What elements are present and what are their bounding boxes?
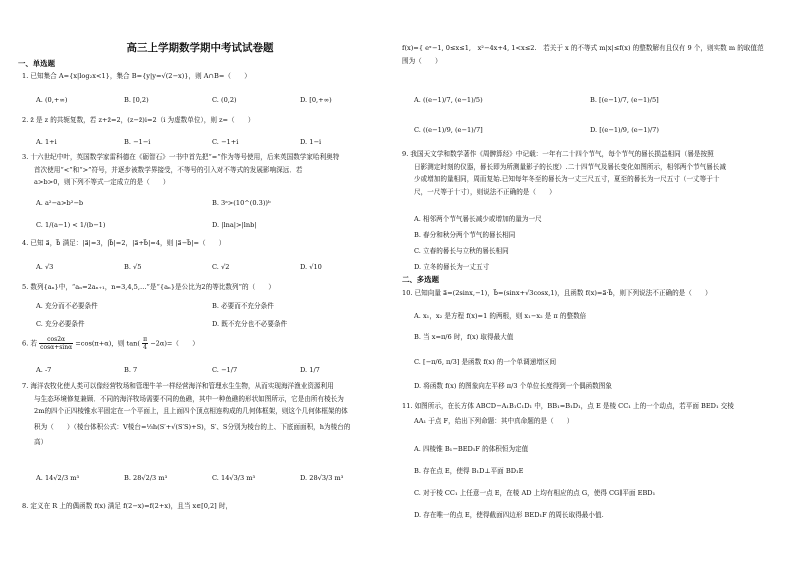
q6-stem-part-a: 6. 若 bbox=[22, 339, 37, 348]
q2-option-d[interactable]: D. 1−i bbox=[300, 138, 322, 146]
left-column bbox=[14, 0, 386, 561]
q6-stem-part-b: =cos(π+α)，则 tan( bbox=[75, 339, 140, 348]
question-5-stem: 5. 数列{aₙ}中，“aₙ=2aₙ₊₁，n=3,4,5,…”是“{aₙ}是公比为2的等比数列”的（ ） bbox=[22, 283, 275, 291]
question-8-stem: 8. 定义在 R 上的偶函数 f(x) 满足 f(2−x)=f(2+x)，且当 x∈[0,2] 时， bbox=[22, 502, 233, 510]
q11-line-1: 11. 如图所示，在长方体 ABCD−A₁B₁C₁D₁ 中，BB₁=B₁D₁，点 E 是棱 CC₁ 上的一个动点，若平面 BED₁ 交棱 bbox=[402, 402, 734, 410]
question-10-stem: 10. 已知向量 a⃗=(2sinx,−1)，b⃗=(sinx+√3cosx,1)，且函数 f(x)=a⃗·b⃗，则下列说法不正确的是（ ） bbox=[402, 289, 712, 297]
q7-line-4: 积为（ ）（棱台体积公式：V棱台=⅓h(S′+√(S′S)+S)，S′、S分别为棱台的上、下底面面积，h为棱台的 bbox=[34, 422, 351, 431]
q10-option-d[interactable]: D. 将函数 f(x) 的图象向左平移 π/3 个单位长度得到一个偶函数图象 bbox=[414, 382, 612, 390]
q6-option-c[interactable]: C. −1/7 bbox=[212, 366, 238, 374]
q2-option-a[interactable]: A. 1+i bbox=[36, 138, 57, 146]
question-9-stem bbox=[402, 148, 778, 198]
q2-option-c[interactable]: C. −1+i bbox=[212, 138, 239, 146]
q8-option-a[interactable]: A. ((e−1)/7, (e−1)/5) bbox=[414, 96, 483, 104]
section-multi-choice: 二、多选题 bbox=[402, 275, 439, 284]
q4-option-a[interactable]: A. √3 bbox=[36, 263, 54, 271]
q6-stem-part-c: −2α)=（ ） bbox=[150, 339, 199, 348]
q1-option-c[interactable]: C. (0,2) bbox=[212, 96, 237, 104]
q8-option-b[interactable]: B. [(e−1)/7, (e−1)/5] bbox=[590, 96, 659, 104]
q3-line-3: a>b>0，则下列不等式一定成立的是（ ） bbox=[34, 178, 170, 186]
q3-line-2: 首次使用“<”和“>”符号，并逐步被数学界接受，不等号的引入对不等式的发展影响深远．若 bbox=[34, 165, 303, 174]
q5-option-d[interactable]: D. 既不充分也不必要条件 bbox=[212, 320, 288, 328]
q4-option-c[interactable]: C. √2 bbox=[212, 263, 230, 271]
q7-line-5: 高） bbox=[34, 437, 48, 446]
q3-option-c[interactable]: C. 1/(a−1) < 1/(b−1) bbox=[36, 221, 106, 229]
q6-option-d[interactable]: D. 1/7 bbox=[300, 366, 320, 374]
q7-option-d[interactable]: D. 28√3/3 m³ bbox=[300, 474, 344, 482]
q6-fraction bbox=[39, 336, 73, 351]
q4-option-d[interactable]: D. √10 bbox=[300, 263, 322, 271]
q5-option-a[interactable]: A. 充分而不必要条件 bbox=[36, 302, 98, 310]
q8-option-d[interactable]: D. [(e−1)/9, (e−1)/7) bbox=[590, 126, 659, 134]
q5-option-b[interactable]: B. 必要而不充分条件 bbox=[212, 302, 274, 310]
q9-option-d[interactable]: D. 立冬的晷长为一丈五寸 bbox=[414, 263, 490, 271]
q9-line-1: 9. 我国天文学和数学著作《周髀算经》中记载：一年有二十四个节气，每个节气的晷长损益相同（晷是按照 bbox=[402, 150, 714, 158]
q9-option-a[interactable]: A. 相邻两个节气晷长减少或增加的量为一尺 bbox=[414, 215, 542, 223]
q8-line-2: 围为（ ） bbox=[402, 56, 442, 65]
q7-option-a[interactable]: A. 14√2/3 m³ bbox=[36, 474, 80, 482]
question-1-stem: 1. 已知集合 A={x|log₂x<1}，集合 B={y|y=√(2−x)}，则 A∩B=（ ） bbox=[22, 72, 251, 80]
right-column bbox=[402, 0, 774, 561]
question-2-stem: 2. z̄ 是 z 的共轭复数，若 z+z̄=2，(z−z̄)i=2（i 为虚数单位），则 z=（ ） bbox=[22, 116, 255, 124]
q10-option-c[interactable]: C. [−π/6, π/3] 是函数 f(x) 的一个单调递增区间 bbox=[414, 358, 557, 366]
question-8-continuation bbox=[402, 42, 774, 67]
q6-fraction-numerator: cos2α bbox=[39, 336, 73, 344]
q11-option-a[interactable]: A. 四棱锥 B₁−BED₁F 的体积恒为定值 bbox=[414, 445, 529, 453]
q11-line-2: AA₁ 于点 F，给出下列命题：其中真命题的是（ ） bbox=[414, 416, 574, 425]
q6-option-b[interactable]: B. 7 bbox=[124, 366, 138, 374]
q10-option-b[interactable]: B. 当 x=π/6 时，f(x) 取得最大值 bbox=[414, 333, 514, 341]
q6-option-a[interactable]: A. -7 bbox=[36, 366, 52, 374]
q6-fraction2-numerator: π bbox=[143, 336, 148, 343]
q11-option-d[interactable]: D. 存在唯一的点 E，使得截面四边形 BED₁F 的周长取得最小值. bbox=[414, 511, 604, 519]
q3-option-a[interactable]: A. a²−a>b²−b bbox=[36, 199, 84, 207]
q7-option-b[interactable]: B. 28√2/3 m³ bbox=[124, 474, 168, 482]
q9-option-c[interactable]: C. 立春的晷长与立秋的晷长相同 bbox=[414, 247, 509, 255]
q5-option-c[interactable]: C. 充分必要条件 bbox=[36, 320, 85, 328]
q7-line-1: 7. 海洋农牧化使人类可以像经营牧场和管理牛羊一样经营海洋和管理水生生物，从而实现海洋渔业资源利用 bbox=[22, 382, 334, 390]
q3-option-b[interactable]: B. 3ᵃ>(10^(0.3))ᵇ bbox=[212, 199, 271, 207]
q6-fraction-denominator: cosα+sinα bbox=[40, 344, 73, 351]
q8-line-1: f(x)={ eˣ−1, 0≤x≤1, x²−4x+4, 1<x≤2. 若关于 x 的不等式 m|x|≤f(x) 的整数解有且仅有 9 个，则实数 m 的取值范 bbox=[402, 44, 764, 52]
q1-option-b[interactable]: B. [0,2) bbox=[124, 96, 149, 104]
q7-option-c[interactable]: C. 14√3/3 m³ bbox=[212, 474, 256, 482]
q2-option-b[interactable]: B. −1−i bbox=[124, 138, 151, 146]
q1-option-d[interactable]: D. [0,+∞) bbox=[300, 96, 332, 104]
question-3-stem bbox=[22, 151, 386, 189]
q7-line-2: 与生态环境修复兼顾．不同的海洋牧场需要不同的鱼礁，其中一种鱼礁的形状如图所示，它是由所有棱长为 bbox=[34, 394, 344, 403]
q6-fraction2-denominator: 4 bbox=[143, 344, 147, 351]
q3-line-1: 3. 十六世纪中叶，英国数学家雷科德在《砺智石》一书中首先把“=”作为等号使用，后来英国数学家哈利奥特 bbox=[22, 153, 340, 161]
q8-option-c[interactable]: C. ((e−1)/9, (e−1)/7] bbox=[414, 126, 483, 134]
q10-option-a[interactable]: A. x₁，x₂ 是方程 f(x)=1 的两根，则 x₁−x₂ 是 π 的整数倍 bbox=[414, 312, 587, 320]
section-single-choice: 一、单选题 bbox=[18, 59, 55, 68]
q11-option-c[interactable]: C. 对于棱 CC₁ 上任意一点 E，在棱 AD 上均有相应的点 G，使得 CG∥平面 EBD₁ bbox=[414, 489, 656, 497]
q9-line-3: 少或增加的量相同，周而复始.已知每年冬至的晷长为一丈三尺五寸，夏至的晷长为一尺五寸（一丈等于十 bbox=[414, 175, 720, 183]
q9-line-4: 尺，一尺等于十寸），则说法不正确的是（ ） bbox=[414, 187, 556, 196]
q1-option-a[interactable]: A. (0,+∞) bbox=[36, 96, 68, 104]
q6-fraction-2 bbox=[142, 336, 148, 351]
question-6-stem bbox=[22, 336, 386, 351]
question-7-stem bbox=[22, 380, 386, 448]
page-title: 高三上学期数学期中考试试卷题 bbox=[126, 42, 274, 54]
q11-option-b[interactable]: B. 存在点 E，使得 B₁D⊥平面 BD₁E bbox=[414, 467, 524, 475]
q9-option-b[interactable]: B. 春分和秋分两个节气的晷长相同 bbox=[414, 231, 516, 239]
q3-option-d[interactable]: D. |lna|>|lnb| bbox=[212, 221, 257, 229]
q7-line-3: 2m的四个正四棱锥水平固定在一个平面上，且上面四个顶点相连构成的几何体框架，则这个几何体框架的体 bbox=[34, 407, 348, 415]
question-11-stem bbox=[402, 400, 778, 429]
q9-line-2: 日影测定时刻的仪器，晷长即为所测量影子的长度）.二十四节气及晷长变化如图所示，相邻两个节气晷长减 bbox=[414, 162, 727, 171]
question-4-stem: 4. 已知 a⃗，b⃗ 满足：|a⃗|=3，|b⃗|=2，|a⃗+b⃗|=4，则 |a⃗−b⃗|=（ ） bbox=[22, 239, 226, 247]
q4-option-b[interactable]: B. √5 bbox=[124, 263, 142, 271]
